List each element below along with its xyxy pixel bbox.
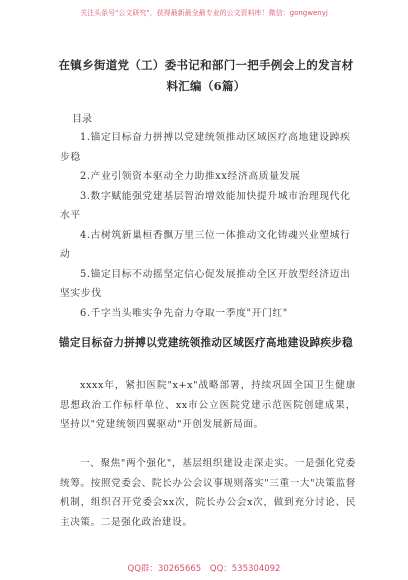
body-paragraph: xxxx年，紧扣医院"x+x"战略部署，持续巩固全国卫生健康思想政治工作标杆单位、xx市公立医院党建示范医院创建成果，坚持以"党建统领四翼驱动"开创发展新局面。 xyxy=(60,380,356,430)
toc-item: 1.锚定目标奋力拼搏以党建统领推动区域医疗高地建设踔疾步稳 xyxy=(60,132,351,163)
table-of-contents xyxy=(60,128,354,323)
toc-heading: 目录 xyxy=(72,114,92,125)
header-banner: 关注头条号"公文研究"，获得最新最全最专业的公文资料库！微信：gongwenyj xyxy=(80,9,328,17)
toc-item: 6.千字当头唯实争先奋力夺取一季度"开门红" xyxy=(80,307,288,319)
toc-item: 2.产业引领资本驱动全力助推xx经济高质量发展 xyxy=(80,171,301,182)
document-title: 在镇乡街道党（工）委书记和部门一把手例会上的发言材料汇编（6篇） xyxy=(58,58,354,93)
body-paragraph: 一、聚焦"两个强化"，基层组织建设走深走实。一是强化党委统筹。按照党委会、院长办公会议事规则落实"三重一大"决策监督机制，组织召开党委会xx次，院长办公会x次，做到充分讨论、民主决策。二是强化政治建设。 xyxy=(60,458,356,528)
section-title: 锚定目标奋力拼搏以党建统领推动区域医疗高地建设踔疾步稳 xyxy=(58,337,354,349)
toc-item: 3.数字赋能强党建基层智治增效能加快提升城市治理现代化水平 xyxy=(60,190,351,221)
footer-contact: QQ群：30265665 QQ：535304092 xyxy=(127,564,281,574)
toc-item: 5.锚定目标不动摇坚定信心促发展推动全区开放型经济迈出坚实步伐 xyxy=(60,268,351,299)
toc-item: 4.古树筑新巢桓香飘万里三位一体推动文化铸魂兴业塑城行动 xyxy=(60,229,351,260)
